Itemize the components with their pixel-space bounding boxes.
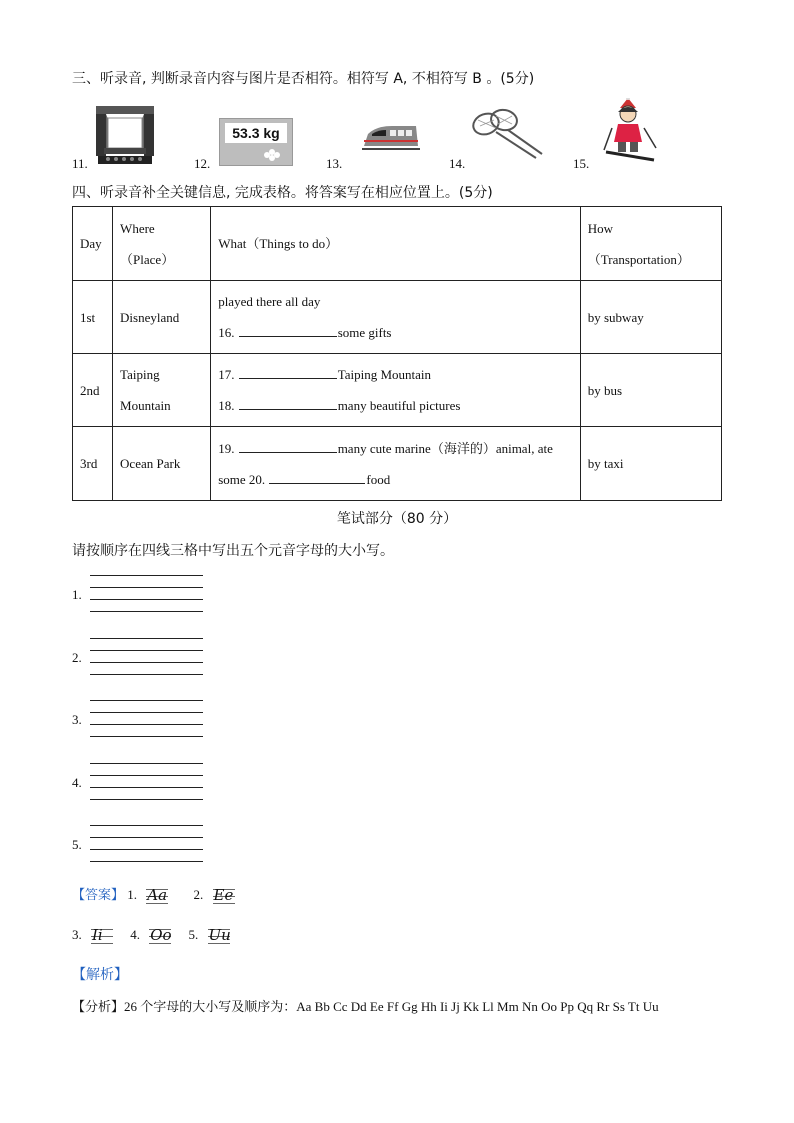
item-12-number: 12. <box>194 156 211 171</box>
header-how-label: How <box>587 220 614 236</box>
info-table <box>72 206 722 501</box>
place-line: Taiping <box>120 367 160 382</box>
answer-number: 5. <box>188 926 199 942</box>
header-day: Day <box>73 207 113 281</box>
four-line-grid[interactable] <box>90 700 203 748</box>
what-line <box>218 433 573 464</box>
place-cell: Disneyland <box>113 281 211 354</box>
table-row <box>73 281 722 354</box>
answer-blank-17[interactable] <box>239 366 337 379</box>
header-how-sub: （Transportation） <box>587 251 690 267</box>
day-cell: 2nd <box>73 354 113 427</box>
analysis-detail <box>72 996 659 1015</box>
what-text: food <box>366 471 391 487</box>
table-row <box>73 427 722 501</box>
grid-number: 5. <box>72 837 82 852</box>
answer-label: 【答案】 <box>72 888 125 903</box>
answer-row-2 <box>72 925 234 947</box>
section4-title: 四、听录音补全关键信息, 完成表格。将答案写在相应位置上。(5分) <box>72 185 493 201</box>
what-text: some 20. <box>218 471 266 487</box>
answer-letter-box <box>213 885 235 907</box>
day-cell: 1st <box>73 281 113 354</box>
answer-letters: Oo <box>150 926 172 944</box>
place-line: Mountain <box>120 398 171 413</box>
grid-number: 4. <box>72 775 82 790</box>
analysis-label: 【解析】 <box>72 967 128 983</box>
item-11-number: 11. <box>72 156 88 171</box>
table-row <box>73 354 722 427</box>
grid-number: 2. <box>72 650 82 665</box>
answer-blank-20[interactable] <box>269 471 365 484</box>
scale-icon <box>219 118 293 166</box>
answer-letter-box <box>208 925 230 947</box>
what-line <box>218 317 573 348</box>
answer-blank-16[interactable] <box>239 324 337 337</box>
item-15-number: 15. <box>573 156 590 171</box>
what-line: played there all day <box>218 294 321 309</box>
what-line <box>218 390 573 421</box>
four-line-grid[interactable] <box>90 575 203 623</box>
scale-readout: 53.3 kg <box>225 123 287 143</box>
what-text: many cute marine（海洋的）animal, ate <box>337 440 553 456</box>
header-how <box>580 207 721 281</box>
grid-number: 1. <box>72 587 82 602</box>
what-text: some gifts <box>337 325 392 340</box>
answer-letters: Aa <box>147 886 168 905</box>
grid-number: 3. <box>72 712 82 727</box>
train-icon <box>362 122 420 157</box>
written-instruction: 请按顺序在四线三格中写出五个元音字母的大小写。 <box>72 543 394 559</box>
stage-icon <box>94 104 156 171</box>
what-text: many beautiful pictures <box>337 398 461 413</box>
analysis-detail-text: 26 个字母的大小写及顺序为：Aa Bb Cc Dd Ee Ff Gg Hh Ii Jj Kk Ll Mm Nn Oo Pp Qq Rr Ss Tt Uu <box>124 999 659 1014</box>
skier-icon <box>598 98 660 169</box>
answer-letter-box <box>146 885 168 907</box>
question-number: 18. <box>218 398 235 413</box>
answer-blank-19[interactable] <box>239 440 337 453</box>
section3-title: 三、听录音, 判断录音内容与图片是否相符。相符写 A, 不相符写 B 。(5分) <box>72 71 535 87</box>
what-line <box>218 464 573 495</box>
header-where-label: Where <box>120 220 155 236</box>
how-cell: by subway <box>580 281 721 354</box>
how-cell: by bus <box>580 354 721 427</box>
answer-letter-box <box>91 925 113 947</box>
what-cell <box>211 281 581 354</box>
answer-number: 1. <box>127 887 138 902</box>
answer-letters: Uu <box>208 926 231 944</box>
answer-letter-box <box>149 925 171 947</box>
item-13-number: 13. <box>326 156 343 171</box>
answer-number: 3. <box>72 926 82 942</box>
place-cell: Ocean Park <box>113 427 211 501</box>
header-where-sub: （Place） <box>120 251 175 267</box>
question-number: 17. <box>218 367 235 382</box>
table-header-row <box>73 207 722 281</box>
answer-number: 2. <box>193 887 204 902</box>
answer-row-1 <box>72 884 239 907</box>
place-cell <box>113 354 211 427</box>
day-cell: 3rd <box>73 427 113 501</box>
answer-letters: Ee <box>213 886 234 905</box>
header-what: What（Things to do） <box>211 207 581 281</box>
how-cell: by taxi <box>580 427 721 501</box>
header-where <box>113 207 211 281</box>
what-text: Taiping Mountain <box>337 367 432 382</box>
question-number: 19. <box>218 440 235 456</box>
four-line-grid[interactable] <box>90 763 203 811</box>
answer-number: 4. <box>130 926 140 942</box>
written-part-title: 笔试部分（80 分） <box>336 511 458 527</box>
four-line-grid[interactable] <box>90 638 203 686</box>
analysis-detail-label: 【分析】 <box>72 1000 125 1015</box>
answer-letters: Ii <box>92 926 103 944</box>
answer-blank-18[interactable] <box>239 397 337 410</box>
badminton-icon <box>470 108 546 169</box>
item-14-number: 14. <box>449 156 466 171</box>
four-line-grid[interactable] <box>90 825 203 873</box>
what-line <box>218 359 573 390</box>
what-cell <box>211 427 581 501</box>
what-cell <box>211 354 581 427</box>
question-number: 16. <box>218 325 235 340</box>
